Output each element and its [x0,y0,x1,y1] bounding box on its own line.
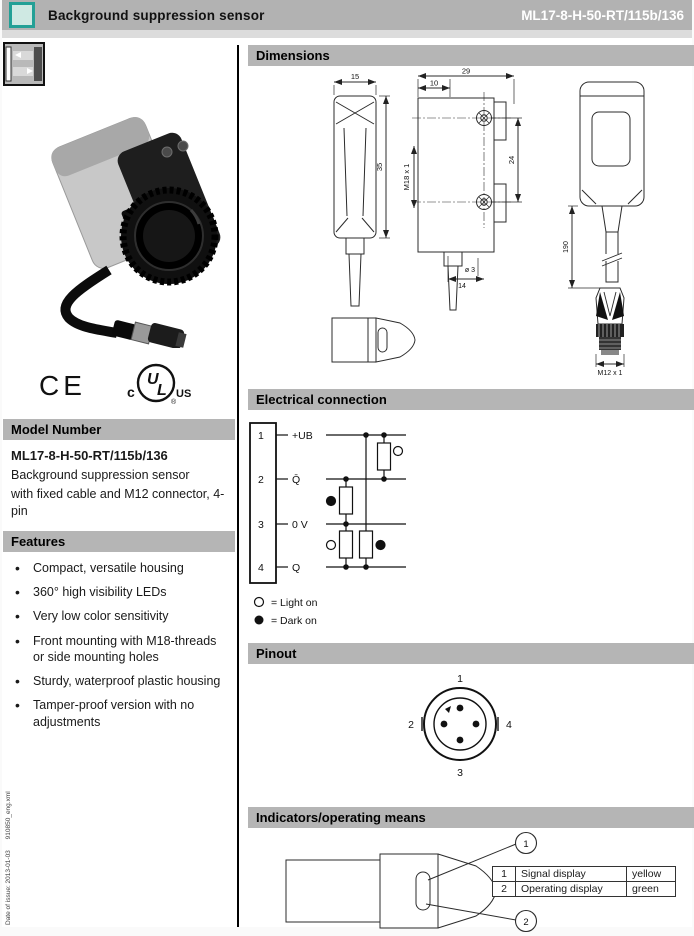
ce-mark-text: CE [39,370,86,401]
dim-m18: M18 x 1 [402,163,411,191]
ul-mark-registered: ® [171,399,177,406]
model-number-value: ML17-8-H-50-RT/115b/136 [11,448,168,463]
indicator-number: 2 [493,882,516,897]
dim-15: 15 [350,72,360,81]
dark-on-symbol [376,541,385,550]
top-view [332,318,415,362]
pin4-label: Q [292,562,301,574]
pin4-number: 4 [258,562,264,574]
pin1-label: +UB [292,430,313,442]
terminal-block [250,423,288,583]
output-circuit [326,432,406,570]
feature-item: • Sturdy, waterproof plastic housing [11,673,229,689]
model-description-2: with fixed cable and M12 connector, 4-pin [11,487,225,518]
right-column [248,45,694,934]
light-on-symbol [327,541,336,550]
dim-29: 29 [461,66,471,76]
indicator-name: Signal display [516,867,627,882]
legend-dark-on: = Dark on [271,615,317,627]
m12-connector-face [422,688,498,760]
feature-item: • 360° high visibility LEDs [11,584,229,600]
conformity-marks [37,361,235,409]
pinout-label-4: 4 [506,719,512,731]
section-electrical-connection: Electrical connection [248,389,694,410]
pinout-diagram [248,664,694,802]
feature-item: • Tamper-proof version with no adjustments [11,697,229,730]
table-row [493,867,676,882]
dim-35: 35 [375,162,384,172]
indicator-number: 1 [493,867,516,882]
header-substrip [2,30,692,38]
product-photo-drawing [17,90,227,348]
date-of-issue-note: Date of issue: 2013-01-03 910850_eng.xml [5,791,12,925]
product-photo [17,90,235,353]
dimensions-drawing [248,66,694,384]
section-pinout: Pinout [248,643,694,664]
dim-190: 190 [563,241,570,253]
feature-item: • Front mounting with M18-threads or side mounting holes [11,633,229,666]
ul-mark-us: US [176,388,192,400]
light-on-symbol [394,447,403,456]
header-model-number: ML17-8-H-50-RT/115b/136 [521,7,684,23]
model-description-1: Background suppression sensor [11,468,190,482]
datasheet-page [2,0,692,927]
section-indicators: Indicators/operating means [248,807,694,828]
ul-mark [115,362,199,408]
pinout-label-2: 2 [408,719,414,731]
feature-item: • Compact, versatile housing [11,560,229,576]
page-title: Background suppression sensor [48,7,265,23]
callout-1-label: 1 [523,839,529,850]
legend-light-on: = Light on [271,597,318,609]
dark-on-symbol [255,616,264,625]
side-view [334,82,390,306]
section-model-number: Model Number [3,419,235,440]
ce-mark [37,368,95,402]
circuit-legend [255,597,318,627]
page-header [2,0,692,30]
pin2-number: 2 [258,474,264,486]
bgs-sensor-icon [5,44,43,84]
sensor-pictogram-icon [9,2,35,28]
features-list [3,560,235,730]
table-row [493,882,676,897]
cable-view [568,82,644,367]
dim-24: 24 [507,155,516,165]
pin3-label: 0 V [292,519,308,531]
callout-2-label: 2 [523,917,529,928]
indicator-name: Operating display [516,882,627,897]
electrical-figure [248,410,694,643]
dim-10: 10 [429,78,439,88]
keying-notch [445,706,451,713]
column-divider [237,45,239,927]
dimensions-figure [248,66,694,389]
section-features: Features [3,531,235,552]
pinout-figure [248,664,694,807]
dim-14: 14 [458,283,466,290]
pinout-label-3: 3 [457,767,463,779]
indicator-color: yellow [627,867,676,882]
front-view [412,76,522,310]
sensor-lens [121,188,217,284]
light-on-symbol [255,598,264,607]
indicators-figure [248,828,694,934]
product-type-pictogram [3,42,45,86]
dim-m12: M12 x 1 [597,370,623,377]
section-dimensions: Dimensions [248,45,694,66]
electrical-diagram [248,410,694,638]
ul-mark-l: L [157,382,167,399]
ul-mark-c: c [127,384,135,400]
left-column [3,42,235,738]
dim-dia3: ø 3 [464,267,475,274]
indicators-table [492,866,676,897]
pin3-number: 3 [258,519,264,531]
indicator-color: green [627,882,676,897]
pin2-label: Q̄ [292,474,301,486]
ul-mark-u: U [147,371,159,388]
dark-on-symbol [327,497,336,506]
pin1-number: 1 [258,430,264,442]
feature-item: • Very low color sensitivity [11,608,229,624]
pinout-label-1: 1 [457,673,463,685]
